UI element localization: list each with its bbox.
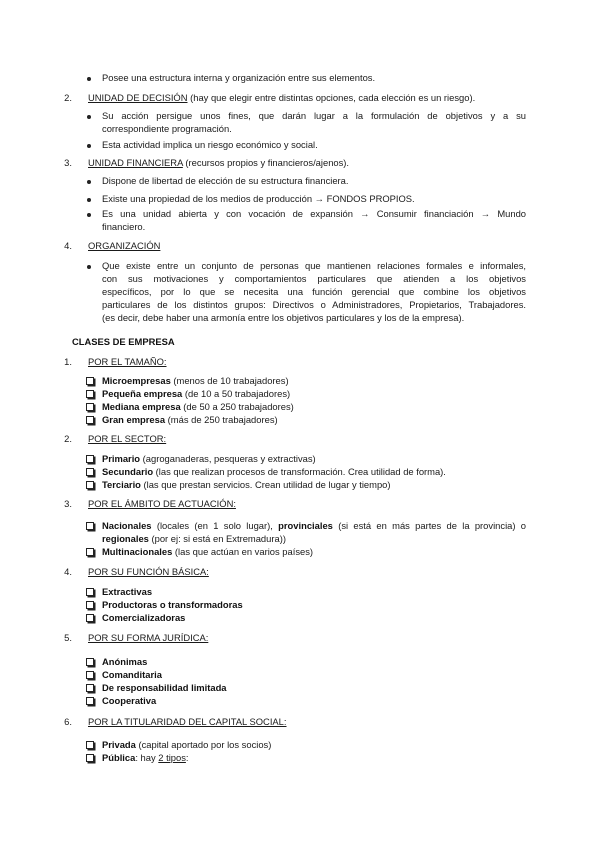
bullet-text-cont: particulares de los distintos grupos: Directivos o Administradores, Propietarios, Trabajadores.	[102, 299, 526, 310]
bullet-text-cont: con sus motivaciones y comportamientos particulares que atienden a los objetivos	[102, 273, 526, 284]
checkbox-icon	[86, 658, 94, 666]
class-entry: Microempresas (menos de 10 trabajadores)	[102, 375, 289, 386]
class-entry: De responsabilidad limitada	[102, 682, 227, 693]
class-entry: Extractivas	[102, 586, 153, 597]
list-number: 2.	[64, 92, 72, 103]
class-heading: POR EL ÁMBITO DE ACTUACIÓN:	[88, 498, 236, 509]
bullet-text: Que existe entre un conjunto de personas que mantienen relaciones formales e informales,	[102, 260, 526, 271]
heading-rest: (recursos propios y financieros/ajenos).	[182, 157, 350, 168]
bullet-dot	[87, 115, 91, 119]
bullet-text: Esta actividad implica un riesgo económico y social.	[102, 139, 318, 150]
bullet-dot	[87, 77, 91, 81]
bullet-text-cont: específicos, por lo que se necesita una función gerencial que combine los objetivos	[102, 286, 526, 297]
bullet-text: Es una unidad abierta y con vocación de expansión → Consumir financiación → Mundo	[102, 208, 526, 219]
bullet-dot	[87, 265, 91, 269]
class-heading: POR EL SECTOR:	[88, 433, 167, 444]
class-entry: Pública: hay 2 tipos:	[102, 752, 189, 763]
class-entry: Comercializadoras	[102, 612, 186, 623]
checkbox-icon	[86, 684, 94, 692]
bullet-dot	[87, 180, 91, 184]
bullet-text: Existe una propiedad de los medios de producción → FONDOS PROPIOS.	[102, 193, 415, 204]
bullet-text: Posee una estructura interna y organización entre sus elementos.	[102, 72, 376, 83]
class-entry: Productoras o transformadoras	[102, 599, 243, 610]
bullet-dot	[87, 213, 91, 217]
bullet-text-cont: (es decir, debe haber una armonía entre los objetivos particulares y los de la empresa).	[102, 312, 465, 323]
list-number: 1.	[64, 356, 72, 367]
class-entry: Nacionales (locales (en 1 solo lugar), provinciales (si está en más partes de la provincia) o	[102, 520, 526, 531]
class-entry: Privada (capital aportado por los socios)	[102, 739, 272, 750]
heading-rest: (hay que elegir entre distintas opciones, cada elección es un riesgo).	[187, 92, 476, 103]
class-heading: POR SU FORMA JURÍDICA:	[88, 632, 209, 643]
class-entry: Pequeña empresa (de 10 a 50 trabajadores)	[102, 388, 291, 399]
list-number: 3.	[64, 498, 72, 509]
section-heading: CLASES DE EMPRESA	[72, 336, 175, 347]
list-number: 2.	[64, 433, 72, 444]
heading-title: UNIDAD DE DECISIÓN	[88, 92, 188, 103]
class-heading: POR EL TAMAÑO:	[88, 356, 167, 367]
checkbox-icon	[86, 390, 94, 398]
checkbox-icon	[86, 697, 94, 705]
class-heading: POR LA TITULARIDAD DEL CAPITAL SOCIAL:	[88, 716, 287, 727]
heading-title: UNIDAD FINANCIERA	[88, 157, 183, 168]
list-item-heading	[88, 157, 349, 169]
class-entry: Mediana empresa (de 50 a 250 trabajadores)	[102, 401, 294, 412]
checkbox-icon	[86, 522, 94, 530]
checkbox-icon	[86, 601, 94, 609]
bullet-text-cont: correspondiente programación.	[102, 123, 232, 134]
bullet-text: Su acción persigue unos fines, que darán lugar a la formulación de objetivos y a su	[102, 110, 526, 121]
list-number: 4.	[64, 566, 72, 577]
bullet-dot	[87, 198, 91, 202]
list-number: 3.	[64, 157, 72, 168]
checkbox-icon	[86, 377, 94, 385]
class-entry: Comanditaria	[102, 669, 162, 680]
class-entry: Primario (agroganaderas, pesqueras y extractivas)	[102, 453, 316, 464]
list-number: 6.	[64, 716, 72, 727]
list-number: 5.	[64, 632, 72, 643]
checkbox-icon	[86, 588, 94, 596]
class-entry: Terciario (las que prestan servicios. Crean utilidad de lugar y tiempo)	[102, 479, 391, 490]
bullet-text: Dispone de libertad de elección de su estructura financiera.	[102, 175, 349, 186]
tipos-link[interactable]: 2 tipos	[158, 752, 186, 763]
checkbox-icon	[86, 741, 94, 749]
checkbox-icon	[86, 455, 94, 463]
checkbox-icon	[86, 754, 94, 762]
list-number: 4.	[64, 240, 72, 251]
checkbox-icon	[86, 403, 94, 411]
class-entry: Gran empresa (más de 250 trabajadores)	[102, 414, 278, 425]
class-entry: Secundario (las que realizan procesos de transformación. Crea utilidad de forma).	[102, 466, 446, 477]
checkbox-icon	[86, 671, 94, 679]
bullet-text-cont: financiero.	[102, 221, 146, 232]
checkbox-icon	[86, 416, 94, 424]
checkbox-icon	[86, 614, 94, 622]
class-entry-cont: regionales (por ej: si está en Extremadura))	[102, 533, 286, 544]
checkbox-icon	[86, 548, 94, 556]
class-heading: POR SU FUNCIÓN BÁSICA:	[88, 566, 209, 577]
class-entry: Anónimas	[102, 656, 148, 667]
checkbox-icon	[86, 481, 94, 489]
class-entry: Cooperativa	[102, 695, 157, 706]
list-item-heading: ORGANIZACIÓN	[88, 240, 161, 251]
bullet-dot	[87, 144, 91, 148]
list-item-heading	[88, 92, 475, 104]
class-entry: Multinacionales (las que actúan en varios países)	[102, 546, 314, 557]
checkbox-icon	[86, 468, 94, 476]
